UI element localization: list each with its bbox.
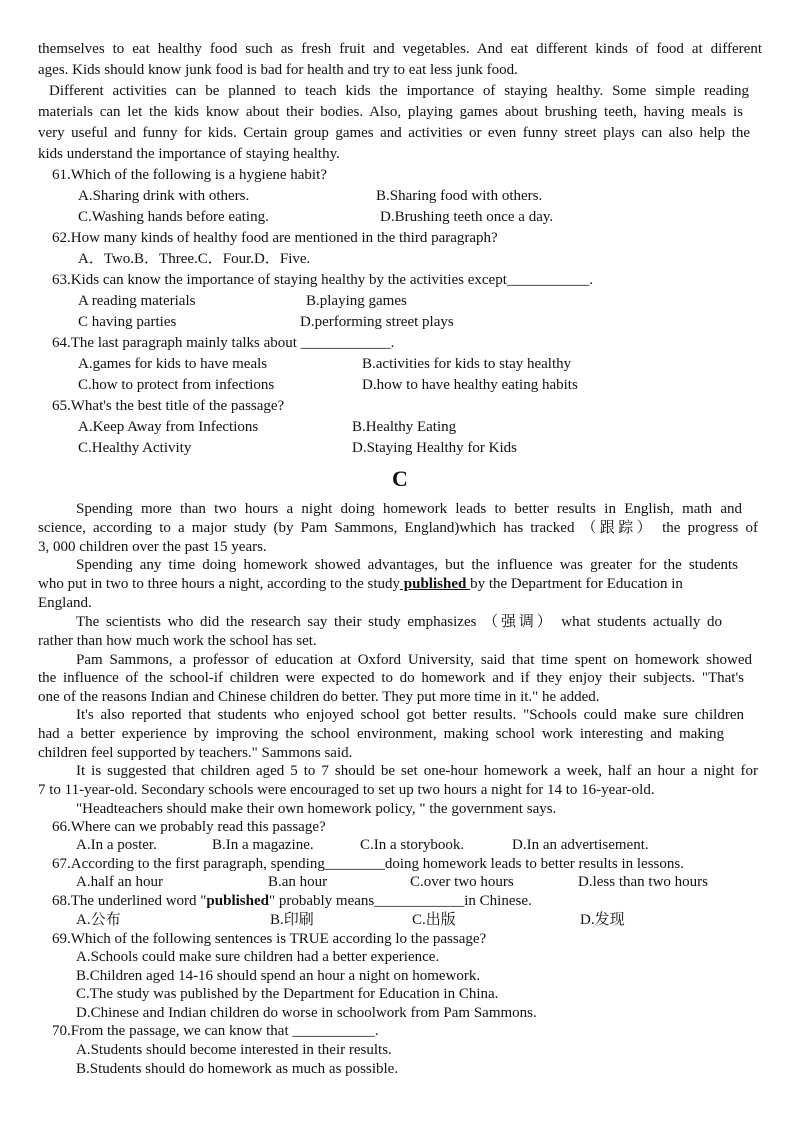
section-c-p3-line2: rather than how much work the school has set. <box>38 633 317 649</box>
section-c-title: C <box>392 466 408 491</box>
passage-b-p1-line1: themselves to eat healthy food such as fresh fruit and vegetables. And eat different kinds of food at different <box>38 41 762 57</box>
passage-b-p1-line2: ages. Kids should know junk food is bad for health and try to eat less junk food. <box>38 62 518 78</box>
q65-option-a: A.Keep Away from Infections <box>78 419 259 435</box>
question-70-stem: 70.From the passage, we can know that ___________. <box>52 1023 379 1039</box>
section-c-p7-line: "Headteachers should make their own homework policy, " the government says. <box>76 801 557 817</box>
q67-option-c: C.over two hours <box>410 874 514 890</box>
section-c-p1-line1: Spending more than two hours a night doing homework leads to better results in English, math and <box>76 501 742 517</box>
section-c-p6-line1: It is suggested that children aged 5 to 7 should be set one-hour homework a week, half an hour a night for <box>76 763 758 779</box>
q69-option-c: C.The study was published by the Department for Education in China. <box>76 986 499 1002</box>
passage-b-p2-line4: kids understand the importance of staying healthy. <box>38 146 340 162</box>
q61-option-a: A.Sharing drink with others. <box>78 188 250 204</box>
section-c-p4-line1: Pam Sammons, a professor of education at Oxford University, said that time spent on homework showed <box>76 652 752 668</box>
section-c-p1-line2: science, according to a major study (by Pam Sammons, England)which has tracked （跟踪） the progress of <box>38 520 758 536</box>
q68-option-d: D.发现 <box>580 912 625 928</box>
p2-text-after: by the Department for Education in <box>470 576 683 592</box>
q64-option-b: B.activities for kids to stay healthy <box>362 356 572 372</box>
q68-option-a: A.公布 <box>76 912 121 928</box>
question-68-stem <box>52 892 532 910</box>
section-c-p1-line3: 3, 000 children over the past 15 years. <box>38 539 267 555</box>
section-c-p5-line3: children feel supported by teachers." Sammons said. <box>38 745 353 761</box>
section-c-p5-line2: had a better experience by improving the school environment, making school work interesting and making <box>38 726 724 742</box>
q68-stem-bold-word: published <box>206 893 269 909</box>
section-c-p4-line3: one of the reasons Indian and Chinese children do better. They put more time in it." he added. <box>38 689 600 705</box>
q69-option-a: A.Schools could make sure children had a better experience. <box>76 949 440 965</box>
q61-option-c: C.Washing hands before eating. <box>78 209 269 225</box>
q62-options: A．Two.B．Three.C．Four.D．Five. <box>78 251 311 267</box>
q64-option-c: C.how to protect from infections <box>78 377 275 393</box>
q65-option-b: B.Healthy Eating <box>352 419 457 435</box>
q68-option-c: C.出版 <box>412 912 456 928</box>
q61-option-b: B.Sharing food with others. <box>376 188 543 204</box>
q69-option-b: B.Children aged 14-16 should spend an hour a night on homework. <box>76 968 481 984</box>
q65-option-c: C.Healthy Activity <box>78 440 192 456</box>
section-c-p2-line2 <box>38 575 683 593</box>
question-61-stem: 61.Which of the following is a hygiene habit? <box>52 167 327 183</box>
q61-option-d: D.Brushing teeth once a day. <box>380 209 554 225</box>
question-69-stem: 69.Which of the following sentences is TRUE according lo the passage? <box>52 931 487 947</box>
q63-option-b: B.playing games <box>306 293 407 309</box>
q66-option-d: D.In an advertisement. <box>512 837 649 853</box>
section-c-p2-line3: England. <box>38 595 92 611</box>
q70-option-a: A.Students should become interested in their results. <box>76 1042 392 1058</box>
q68-stem-after: " probably means____________in Chinese. <box>268 893 532 909</box>
q69-option-d: D.Chinese and Indian children do worse in schoolwork from Pam Sammons. <box>76 1005 537 1021</box>
q63-option-d: D.performing street plays <box>300 314 454 330</box>
q63-option-a: A reading materials <box>78 293 196 309</box>
question-62-stem: 62.How many kinds of healthy food are mentioned in the third paragraph? <box>52 230 498 246</box>
q67-option-d: D.less than two hours <box>578 874 708 890</box>
question-66-stem: 66.Where can we probably read this passage? <box>52 819 326 835</box>
question-63-stem: 63.Kids can know the importance of staying healthy by the activities except___________. <box>52 272 594 288</box>
q68-stem-before: 68.The underlined word " <box>52 893 207 909</box>
q65-option-d: D.Staying Healthy for Kids <box>352 440 517 456</box>
question-64-stem: 64.The last paragraph mainly talks about ____________. <box>52 335 395 351</box>
section-c-p6-line2: 7 to 11-year-old. Secondary schools were encouraged to set up two hours a night for 14 to 16-year-old. <box>38 782 655 798</box>
passage-b-p2-line1: Different activities can be planned to teach kids the importance of staying healthy. Some simple reading <box>49 83 749 99</box>
q70-option-b: B.Students should do homework as much as possible. <box>76 1061 399 1077</box>
question-65-stem: 65.What's the best title of the passage? <box>52 398 285 414</box>
q67-option-b: B.an hour <box>268 874 328 890</box>
question-67-stem: 67.According to the first paragraph, spending________doing homework leads to better results in lessons. <box>52 856 684 872</box>
q68-option-b: B.印刷 <box>270 912 314 928</box>
section-c-p2-line1: Spending any time doing homework showed advantages, but the influence was greater for the students <box>76 557 738 573</box>
passage-b-p2-line3: very useful and funny for kids. Certain group games and activities or even funny street plays can also help the <box>38 125 750 141</box>
q63-option-c: C having parties <box>78 314 177 330</box>
passage-b-p2-line2: materials can let the kids know about their bodies. Also, playing games about brushing teeth, having meals is <box>38 104 743 120</box>
q64-option-a: A.games for kids to have meals <box>78 356 268 372</box>
section-c-p5-line1: It's also reported that students who enjoyed school got better results. "Schools could make sure children <box>76 707 744 723</box>
p2-text-before: who put in two to three hours a night, according to the study <box>38 576 401 592</box>
q67-option-a: A.half an hour <box>76 874 164 890</box>
q64-option-d: D.how to have healthy eating habits <box>362 377 578 393</box>
section-c-p4-line2: the influence of the school-if children were expected to do homework and if they enjoy their subjects. "That's <box>38 670 744 686</box>
q66-option-b: B.In a magazine. <box>212 837 314 853</box>
q66-option-a: A.In a poster. <box>76 837 157 853</box>
underlined-word-published: published <box>400 576 471 592</box>
q66-option-c: C.In a storybook. <box>360 837 465 853</box>
section-c-p3-line1: The scientists who did the research say their study emphasizes （强调） what students actually do <box>76 614 722 630</box>
